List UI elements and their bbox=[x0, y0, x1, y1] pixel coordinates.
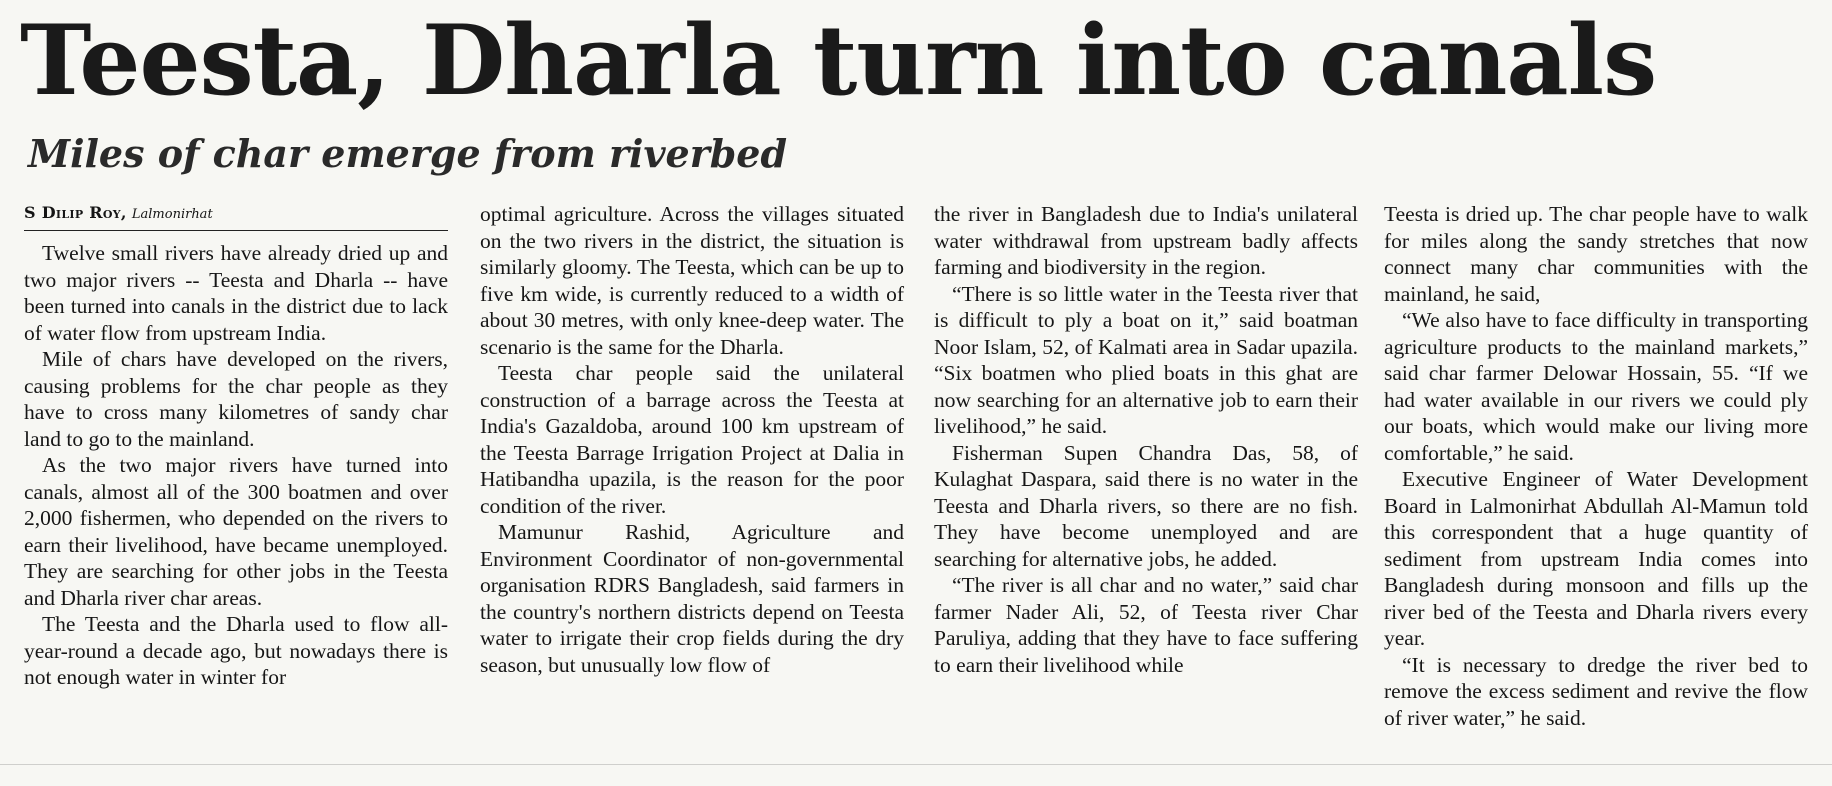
paragraph: Mamunur Rashid, Agriculture and Environment Coordinator of non-governmental organisation RDRS Bangladesh, said farmers in the country's northern districts depend on Teesta water to irrigate their crop fields during the dry season, but unusually low flow of bbox=[480, 520, 904, 677]
byline-author: S Dilip Roy, bbox=[24, 203, 127, 222]
paragraph: Mile of chars have developed on the rivers, causing problems for the char people as they have to cross many kilometres of sandy char land to go to the mainland. bbox=[24, 347, 448, 451]
paragraph: Teesta is dried up. The char people have to walk for miles along the sandy stretches that now connect many char communities with the mainland, he said, bbox=[1384, 202, 1808, 306]
paragraph: The Teesta and the Dharla used to flow all-year-round a decade ago, but nowadays there is not enough water in winter for bbox=[24, 612, 448, 689]
bottom-divider bbox=[0, 764, 1832, 765]
article-column-4 bbox=[1384, 201, 1808, 761]
paragraph: the river in Bangladesh due to India's unilateral water withdrawal from upstream badly affects farming and biodiversity in the region. bbox=[934, 202, 1358, 279]
paragraph: As the two major rivers have turned into canals, almost all of the 300 boatmen and over 2,000 fishermen, who depended on the rivers to earn their livelihood, have became unemployed. They are searching for other jobs in the Teesta and Dharla river char areas. bbox=[24, 453, 448, 610]
subheadline: Miles of char emerge from riverbed bbox=[28, 131, 788, 176]
byline-location: Lalmonirhat bbox=[131, 207, 213, 222]
paragraph: “It is necessary to dredge the river bed to remove the excess sediment and revive the flow of river water,” he said. bbox=[1384, 652, 1808, 730]
paragraph: optimal agriculture. Across the villages situated on the two rivers in the district, the situation is similarly gloomy. The Teesta, which can be up to five km wide, is currently reduced to a width of about 30 metres, with only knee-deep water. The scenario is the same for the Dharla. bbox=[480, 202, 904, 359]
paragraph: Teesta char people said the unilateral construction of a barrage across the Teesta at India's Gazaldoba, around 100 km upstream of the Teesta Barrage Irrigation Project at Dalia in Hatibandha upazila, is the reason for the poor condition of the river. bbox=[480, 361, 904, 518]
article-column-3 bbox=[934, 201, 1358, 761]
paragraph: “The river is all char and no water,” said char farmer Nader Ali, 52, of Teesta river Char Paruliya, adding that they have to face suffering to earn their livelihood while bbox=[934, 573, 1358, 677]
headline: Teesta, Dharla turn into canals bbox=[20, 4, 1657, 117]
article-column-1 bbox=[24, 240, 448, 760]
byline bbox=[24, 202, 448, 231]
paragraph: Fisherman Supen Chandra Das, 58, of Kulaghat Daspara, said there is no water in the Teesta and Dharla rivers, so there are no fish. They have become unemployed and are searching for alternative jobs, he added. bbox=[934, 440, 1358, 571]
paragraph: Twelve small rivers have already dried up and two major rivers -- Teesta and Dharla -- have been turned into canals in the district due to lack of water flow from upstream India. bbox=[24, 241, 448, 345]
article-column-2 bbox=[480, 201, 904, 761]
paragraph: Executive Engineer of Water Development Board in Lalmonirhat Abdullah Al-Mamun told this correspondent that a huge quantity of sediment from upstream India comes into Bangladesh during monsoon and fills up the river bed of the Teesta and Dharla rivers every year. bbox=[1384, 467, 1808, 650]
paragraph: “We also have to face difficulty in transporting agriculture products to the mainland markets,” said char farmer Delowar Hossain, 55. “If we had water available in our rivers we could ply our boats, which would make our living more comfortable,” he said. bbox=[1384, 308, 1808, 465]
paragraph: “There is so little water in the Teesta river that is difficult to ply a boat on it,” said boatman Noor Islam, 52, of Kalmati area in Sadar upazila. “Six boatmen who plied boats in this ghat are now searching for an alternative job to earn their livelihood,” he said. bbox=[934, 281, 1358, 438]
